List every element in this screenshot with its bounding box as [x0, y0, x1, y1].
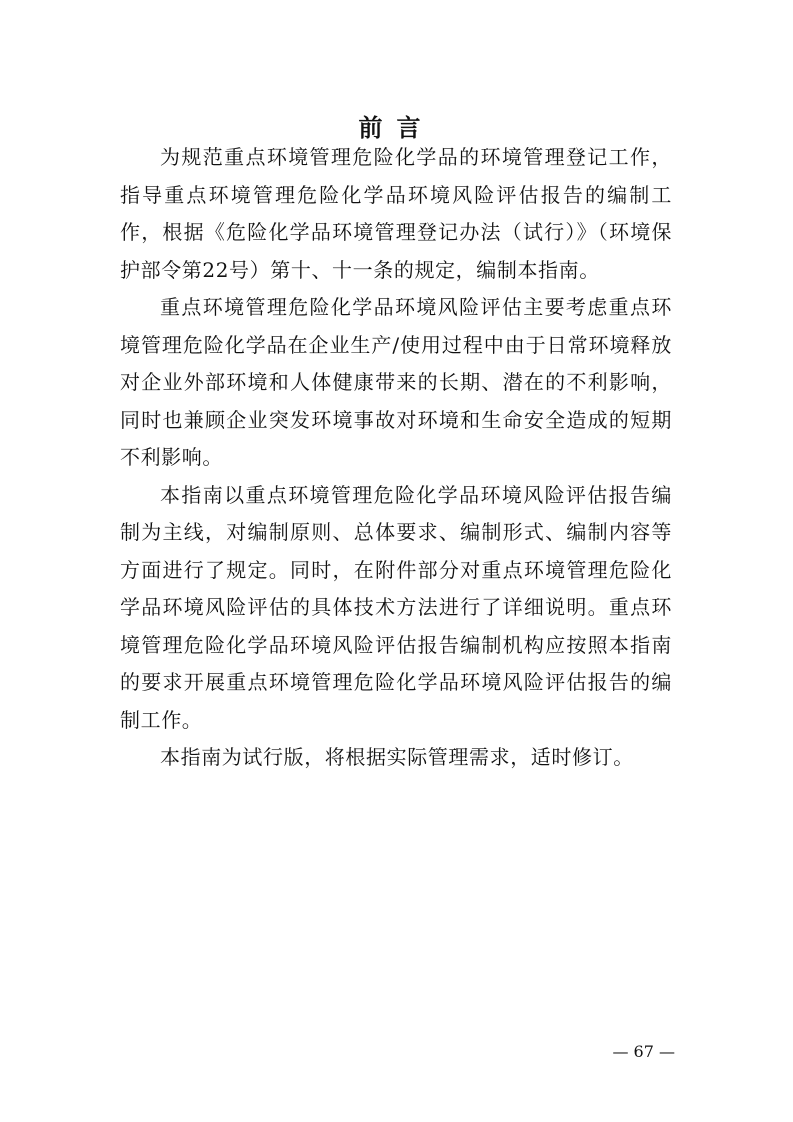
page-title: 前言 — [358, 113, 435, 143]
paragraph-purpose: 为规范重点环境管理危险化学品的环境管理登记工作，指导重点环境管理危险化学品环境风险评估报告的编制工作，根据《危险化学品环境管理登记办法（试行）》（环境保护部令第22号）第十、十一条的规定，编制本指南。 — [120, 145, 672, 282]
paragraph-scope: 重点环境管理危险化学品环境风险评估主要考虑重点环境管理危险化学品在企业生产/使用过程中由于日常环境释放对企业外部环境和人体健康带来的长期、潜在的不利影响，同时也兼顾企业突发环境事故对环境和生命安全造成的短期不利影响。 — [120, 295, 672, 469]
paragraph-content: 本指南以重点环境管理危险化学品环境风险评估报告编制为主线，对编制原则、总体要求、编制形式、编制内容等方面进行了规定。同时，在附件部分对重点环境管理危险化学品环境风险评估的具体技术方法进行了详细说明。重点环境管理危险化学品环境风险评估报告编制机构应按照本指南的要求开展重点环境管理危险化学品环境风险评估报告的编制工作。 — [120, 482, 672, 732]
paragraph-revision: 本指南为试行版，将根据实际管理需求，适时修订。 — [160, 745, 634, 769]
page-number: — 67 — — [612, 1042, 675, 1061]
preface-body — [120, 139, 672, 777]
